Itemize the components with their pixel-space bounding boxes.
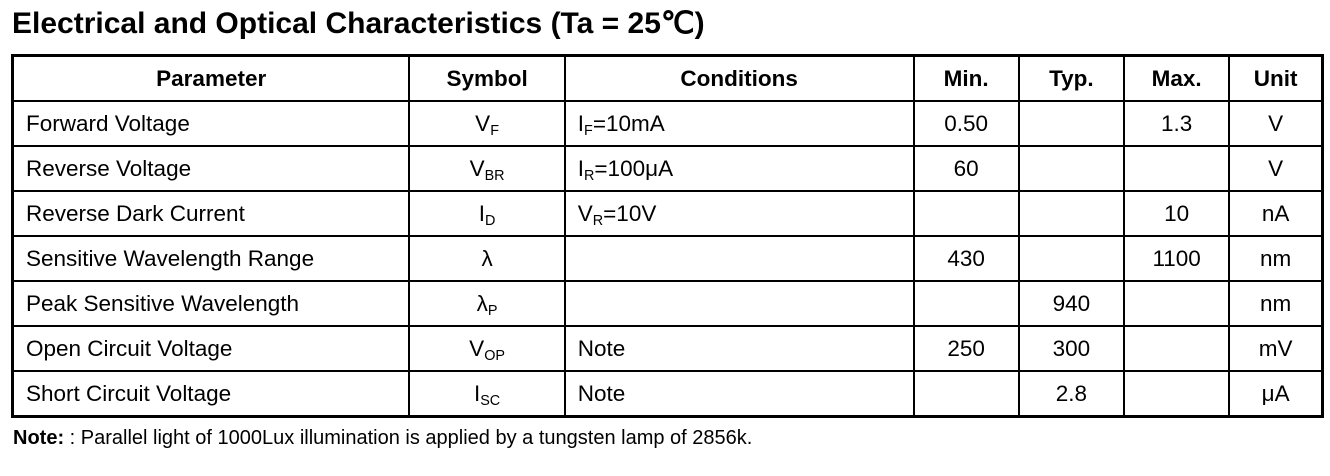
footnote-label: Note:: [13, 427, 65, 449]
conditions-cell: [565, 236, 914, 281]
unit-cell: mV: [1229, 326, 1322, 371]
max-cell: 1.3: [1124, 101, 1229, 146]
conditions-cell: [565, 281, 914, 326]
max-cell: [1124, 281, 1229, 326]
symbol-cell: [409, 101, 564, 146]
parameter-cell: Reverse Voltage: [13, 146, 410, 191]
conditions-rest: =10mA: [592, 110, 665, 136]
symbol-cell: [409, 281, 564, 326]
typ-cell: 2.8: [1019, 371, 1124, 417]
symbol-subscript: D: [485, 213, 496, 230]
footnote-text: : Parallel light of 1000Lux illumination is applied by a tungsten lamp of 2856k.: [64, 427, 753, 449]
parameter-cell: Sensitive Wavelength Range: [13, 236, 410, 281]
symbol-base: λ: [481, 245, 493, 271]
table-row: [13, 281, 1323, 326]
max-cell: 10: [1124, 191, 1229, 236]
conditions-base: I: [577, 155, 585, 181]
typ-cell: [1019, 101, 1124, 146]
table-row: [13, 371, 1323, 417]
header-conditions: Conditions: [565, 56, 914, 102]
unit-cell: V: [1229, 101, 1322, 146]
header-symbol: Symbol: [409, 56, 564, 102]
symbol-base: I: [473, 380, 481, 406]
typ-cell: [1019, 236, 1124, 281]
characteristics-table: [11, 54, 1324, 418]
symbol-cell: [409, 236, 564, 281]
conditions-cell: [565, 191, 914, 236]
unit-cell: V: [1229, 146, 1322, 191]
conditions-cell: [565, 146, 914, 191]
header-unit: Unit: [1229, 56, 1322, 102]
header-min: Min.: [914, 56, 1019, 102]
conditions-base: I: [577, 110, 585, 136]
min-cell: [914, 191, 1019, 236]
table-row: [13, 236, 1323, 281]
min-cell: 430: [914, 236, 1019, 281]
symbol-base: V: [469, 335, 485, 361]
conditions-cell: [565, 326, 914, 371]
symbol-cell: [409, 146, 564, 191]
symbol-subscript: BR: [484, 168, 505, 185]
table-row: [13, 146, 1323, 191]
conditions-subscript: F: [584, 123, 593, 140]
symbol-base: I: [478, 200, 485, 226]
symbol-base: V: [475, 110, 491, 136]
symbol-cell: [409, 326, 564, 371]
conditions-rest: =10V: [603, 200, 657, 226]
conditions-cell: [565, 101, 914, 146]
parameter-cell: Open Circuit Voltage: [13, 326, 410, 371]
table-row: [13, 326, 1323, 371]
unit-cell: μA: [1229, 371, 1322, 417]
conditions-subscript: R: [592, 213, 604, 230]
symbol-subscript: SC: [480, 393, 501, 410]
conditions-base: Note: [577, 380, 626, 406]
max-cell: [1124, 146, 1229, 191]
unit-cell: nm: [1229, 236, 1322, 281]
header-max: Max.: [1124, 56, 1229, 102]
symbol-cell: [409, 191, 564, 236]
unit-cell: nm: [1229, 281, 1322, 326]
symbol-base: V: [469, 155, 485, 181]
footnote: [13, 427, 1324, 450]
table-row: [13, 191, 1323, 236]
conditions-rest: =100μA: [594, 155, 674, 181]
typ-cell: [1019, 146, 1124, 191]
symbol-subscript: F: [490, 123, 499, 140]
typ-cell: 300: [1019, 326, 1124, 371]
parameter-cell: Reverse Dark Current: [13, 191, 410, 236]
symbol-subscript: OP: [484, 348, 505, 365]
header-row: [13, 56, 1323, 102]
min-cell: [914, 281, 1019, 326]
conditions-cell: [565, 371, 914, 417]
min-cell: [914, 371, 1019, 417]
page-title: Electrical and Optical Characteristics (Ta = 25℃): [12, 7, 705, 40]
max-cell: [1124, 326, 1229, 371]
parameter-cell: Forward Voltage: [13, 101, 410, 146]
parameter-cell: Short Circuit Voltage: [13, 371, 410, 417]
min-cell: 60: [914, 146, 1019, 191]
typ-cell: 940: [1019, 281, 1124, 326]
header-typ: Typ.: [1019, 56, 1124, 102]
conditions-base: Note: [577, 335, 626, 361]
table-row: [13, 101, 1323, 146]
typ-cell: [1019, 191, 1124, 236]
max-cell: 1100: [1124, 236, 1229, 281]
header-parameter: Parameter: [13, 56, 410, 102]
symbol-subscript: P: [487, 303, 498, 320]
conditions-base: V: [577, 200, 593, 226]
min-cell: 0.50: [914, 101, 1019, 146]
symbol-cell: [409, 371, 564, 417]
symbol-base: λ: [476, 290, 488, 316]
parameter-cell: Peak Sensitive Wavelength: [13, 281, 410, 326]
conditions-subscript: R: [584, 168, 595, 185]
max-cell: [1124, 371, 1229, 417]
min-cell: 250: [914, 326, 1019, 371]
unit-cell: nA: [1229, 191, 1322, 236]
